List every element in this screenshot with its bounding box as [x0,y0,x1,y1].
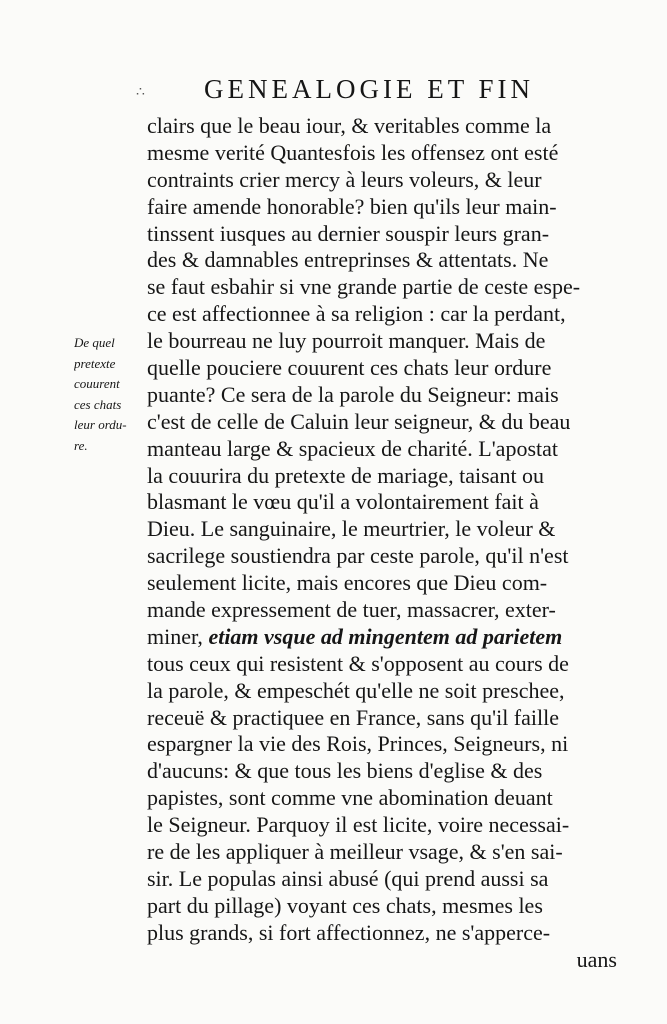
text-line: le Seigneur. Parquoy il est licite, voire necessai- [147,812,570,838]
page-mark: ∴ [136,85,147,100]
text-line: mesme verité Quantesfois les offensez ont esté [147,139,559,165]
catchword: uans [576,946,617,972]
margin-note-line: pretexte [74,355,116,371]
text-line: des & damnables entreprinses & attentats. Ne [147,247,549,273]
text-line: espargner la vie des Rois, Princes, Seigneurs, ni [147,731,569,757]
text-line: contraints crier mercy à leurs voleurs, & leur [147,166,542,192]
text-line: le bourreau ne luy pourroit manquer. Mais de [147,328,546,354]
margin-note-line: couurent [74,376,120,391]
margin-note-line: De quel [74,335,115,350]
text-line: la parole, & empeschét qu'elle ne soit preschee, [147,677,565,703]
text-line: quelle pouciere couurent ces chats leur ordure [147,355,552,381]
text-line: Dieu. Le sanguinaire, le meurtrier, le voleur & [147,516,556,542]
text-line: ce est affectionnee à sa religion : car la perdant, [147,301,566,327]
text-line: d'aucuns: & que tous les biens d'eglise & des [147,758,543,784]
body-text [147,113,617,974]
text-line: seulement licite, mais encores que Dieu com- [147,570,548,596]
text-line-with-latin [147,624,617,651]
text-line: faire amende honorable? bien qu'ils leur main- [147,193,557,219]
margin-note-line: re. [74,437,88,453]
text-line: receuë & practiquee en France, sans qu'il faille [147,704,559,730]
text-line: clairs que le beau iour, & veritables comme la [147,113,552,138]
margin-note-line: ces chats [74,396,122,412]
text-line: blasmant le vœu qu'il a volontairement fait à [147,489,539,515]
text-line: papistes, sont comme vne abomination deuant [147,785,553,811]
text-line: tinssent iusques au dernier souspir leurs gran- [147,220,550,246]
latin-phrase: etiam vsque ad mingentem ad parietem [208,623,563,649]
margin-note [74,333,146,456]
text-line: re de les appliquer à meilleur vsage, & s'en sai- [147,839,563,865]
text-line: puante? Ce sera de la parole du Seigneur: mais [147,381,559,407]
margin-note-line: leur ordu- [74,417,127,432]
text-line: manteau large & spacieux de charité. L'apostat [147,435,558,461]
text-line: sir. Le populas ainsi abusé (qui prend aussi sa [147,865,549,891]
text-line: sacrilege soustiendra par ceste parole, qu'il n'est [147,543,569,569]
text-line: c'est de celle de Caluin leur seigneur, & du beau [147,408,571,434]
text-line: tous ceux qui resistent & s'opposent au cours de [147,650,569,676]
text-line: plus grands, si fort affectionnez, ne s'apperce- [147,919,551,945]
text-line: part du pillage) voyant ces chats, mesmes les [147,892,543,918]
text-line: se faut esbahir si vne grande partie de ceste espe- [147,274,581,300]
text-line: mande expressement de tuer, massacrer, exter- [147,597,556,623]
text-segment: miner, [147,623,203,649]
running-header: GENEALOGIE ET FIN [204,74,534,104]
text-line: la couurira du pretexte de mariage, taisant ou [147,462,545,488]
